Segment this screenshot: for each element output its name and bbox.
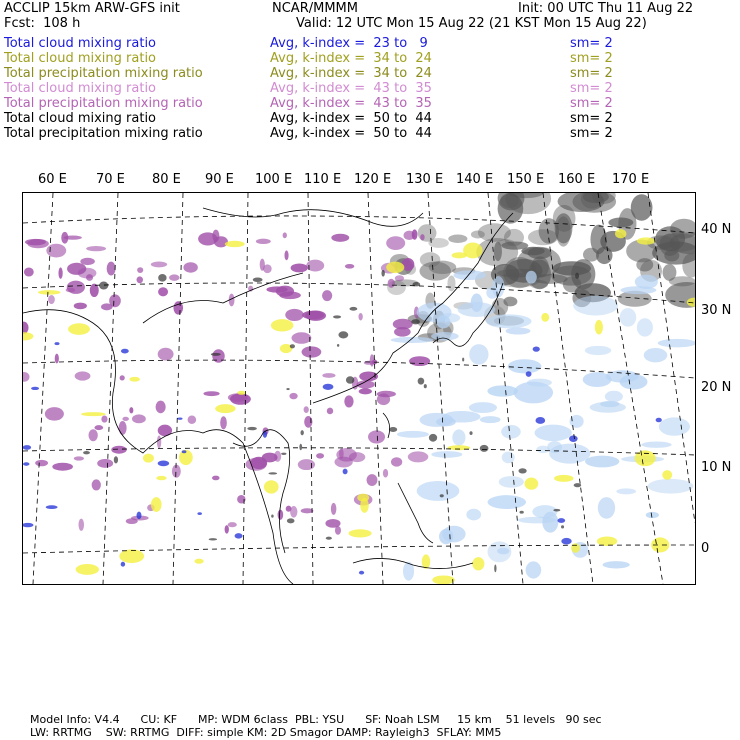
latitude-label: 10 N (701, 460, 732, 475)
field-smoothing: sm= 2 (570, 96, 613, 111)
longitude-label: 160 E (558, 172, 596, 187)
longitude-label: 170 E (612, 172, 650, 187)
forecast-hour: Fcst: 108 h (4, 16, 81, 31)
field-name: Total precipitation mixing ratio (4, 96, 203, 111)
field-name: Total cloud mixing ratio (4, 36, 157, 51)
field-k-index: Avg, k-index = 43 to 35 (270, 81, 432, 96)
longitude-label: 130 E (406, 172, 444, 187)
field-name: Total cloud mixing ratio (4, 51, 157, 66)
field-smoothing: sm= 2 (570, 36, 613, 51)
field-k-index: Avg, k-index = 50 to 44 (270, 111, 432, 126)
latitude-label: 0 (701, 541, 710, 556)
field-k-index: Avg, k-index = 34 to 24 (270, 51, 432, 66)
valid-time: Valid: 12 UTC Mon 15 Aug 22 (21 KST Mon 15 Aug 22) (296, 16, 647, 31)
longitude-label: 140 E (456, 172, 494, 187)
field-k-index: Avg, k-index = 23 to 9 (270, 36, 428, 51)
longitude-label: 120 E (354, 172, 392, 187)
field-smoothing: sm= 2 (570, 81, 613, 96)
field-name: Total cloud mixing ratio (4, 81, 157, 96)
field-name: Total cloud mixing ratio (4, 111, 157, 126)
map-panel (22, 192, 696, 585)
field-name: Total precipitation mixing ratio (4, 66, 203, 81)
init-time: Init: 00 UTC Thu 11 Aug 22 (518, 1, 694, 16)
longitude-label: 100 E (255, 172, 293, 187)
field-k-index: Avg, k-index = 43 to 35 (270, 96, 432, 111)
longitude-label: 110 E (304, 172, 342, 187)
field-name: Total precipitation mixing ratio (4, 126, 203, 141)
field-smoothing: sm= 2 (570, 51, 613, 66)
field-smoothing: sm= 2 (570, 66, 613, 81)
center-name: NCAR/MMMM (272, 1, 358, 16)
latitude-label: 40 N (701, 222, 732, 237)
longitude-label: 90 E (205, 172, 234, 187)
latitude-label: 20 N (701, 380, 732, 395)
longitude-label: 80 E (152, 172, 181, 187)
field-smoothing: sm= 2 (570, 111, 613, 126)
model-info-line1: Model Info: V4.4 CU: KF MP: WDM 6class PBL: YSU SF: Noah LSM 15 km 51 levels 90 sec (30, 713, 602, 726)
model-title: ACCLIP 15km ARW-GFS init (4, 1, 180, 16)
longitude-label: 70 E (96, 172, 125, 187)
longitude-label: 60 E (38, 172, 67, 187)
model-info-line2: LW: RRTMG SW: RRTMG DIFF: simple KM: 2D Smagor DAMP: Rayleigh3 SFLAY: MM5 (30, 726, 502, 739)
latitude-label: 30 N (701, 303, 732, 318)
field-smoothing: sm= 2 (570, 126, 613, 141)
field-k-index: Avg, k-index = 34 to 24 (270, 66, 432, 81)
field-k-index: Avg, k-index = 50 to 44 (270, 126, 432, 141)
longitude-label: 150 E (507, 172, 545, 187)
